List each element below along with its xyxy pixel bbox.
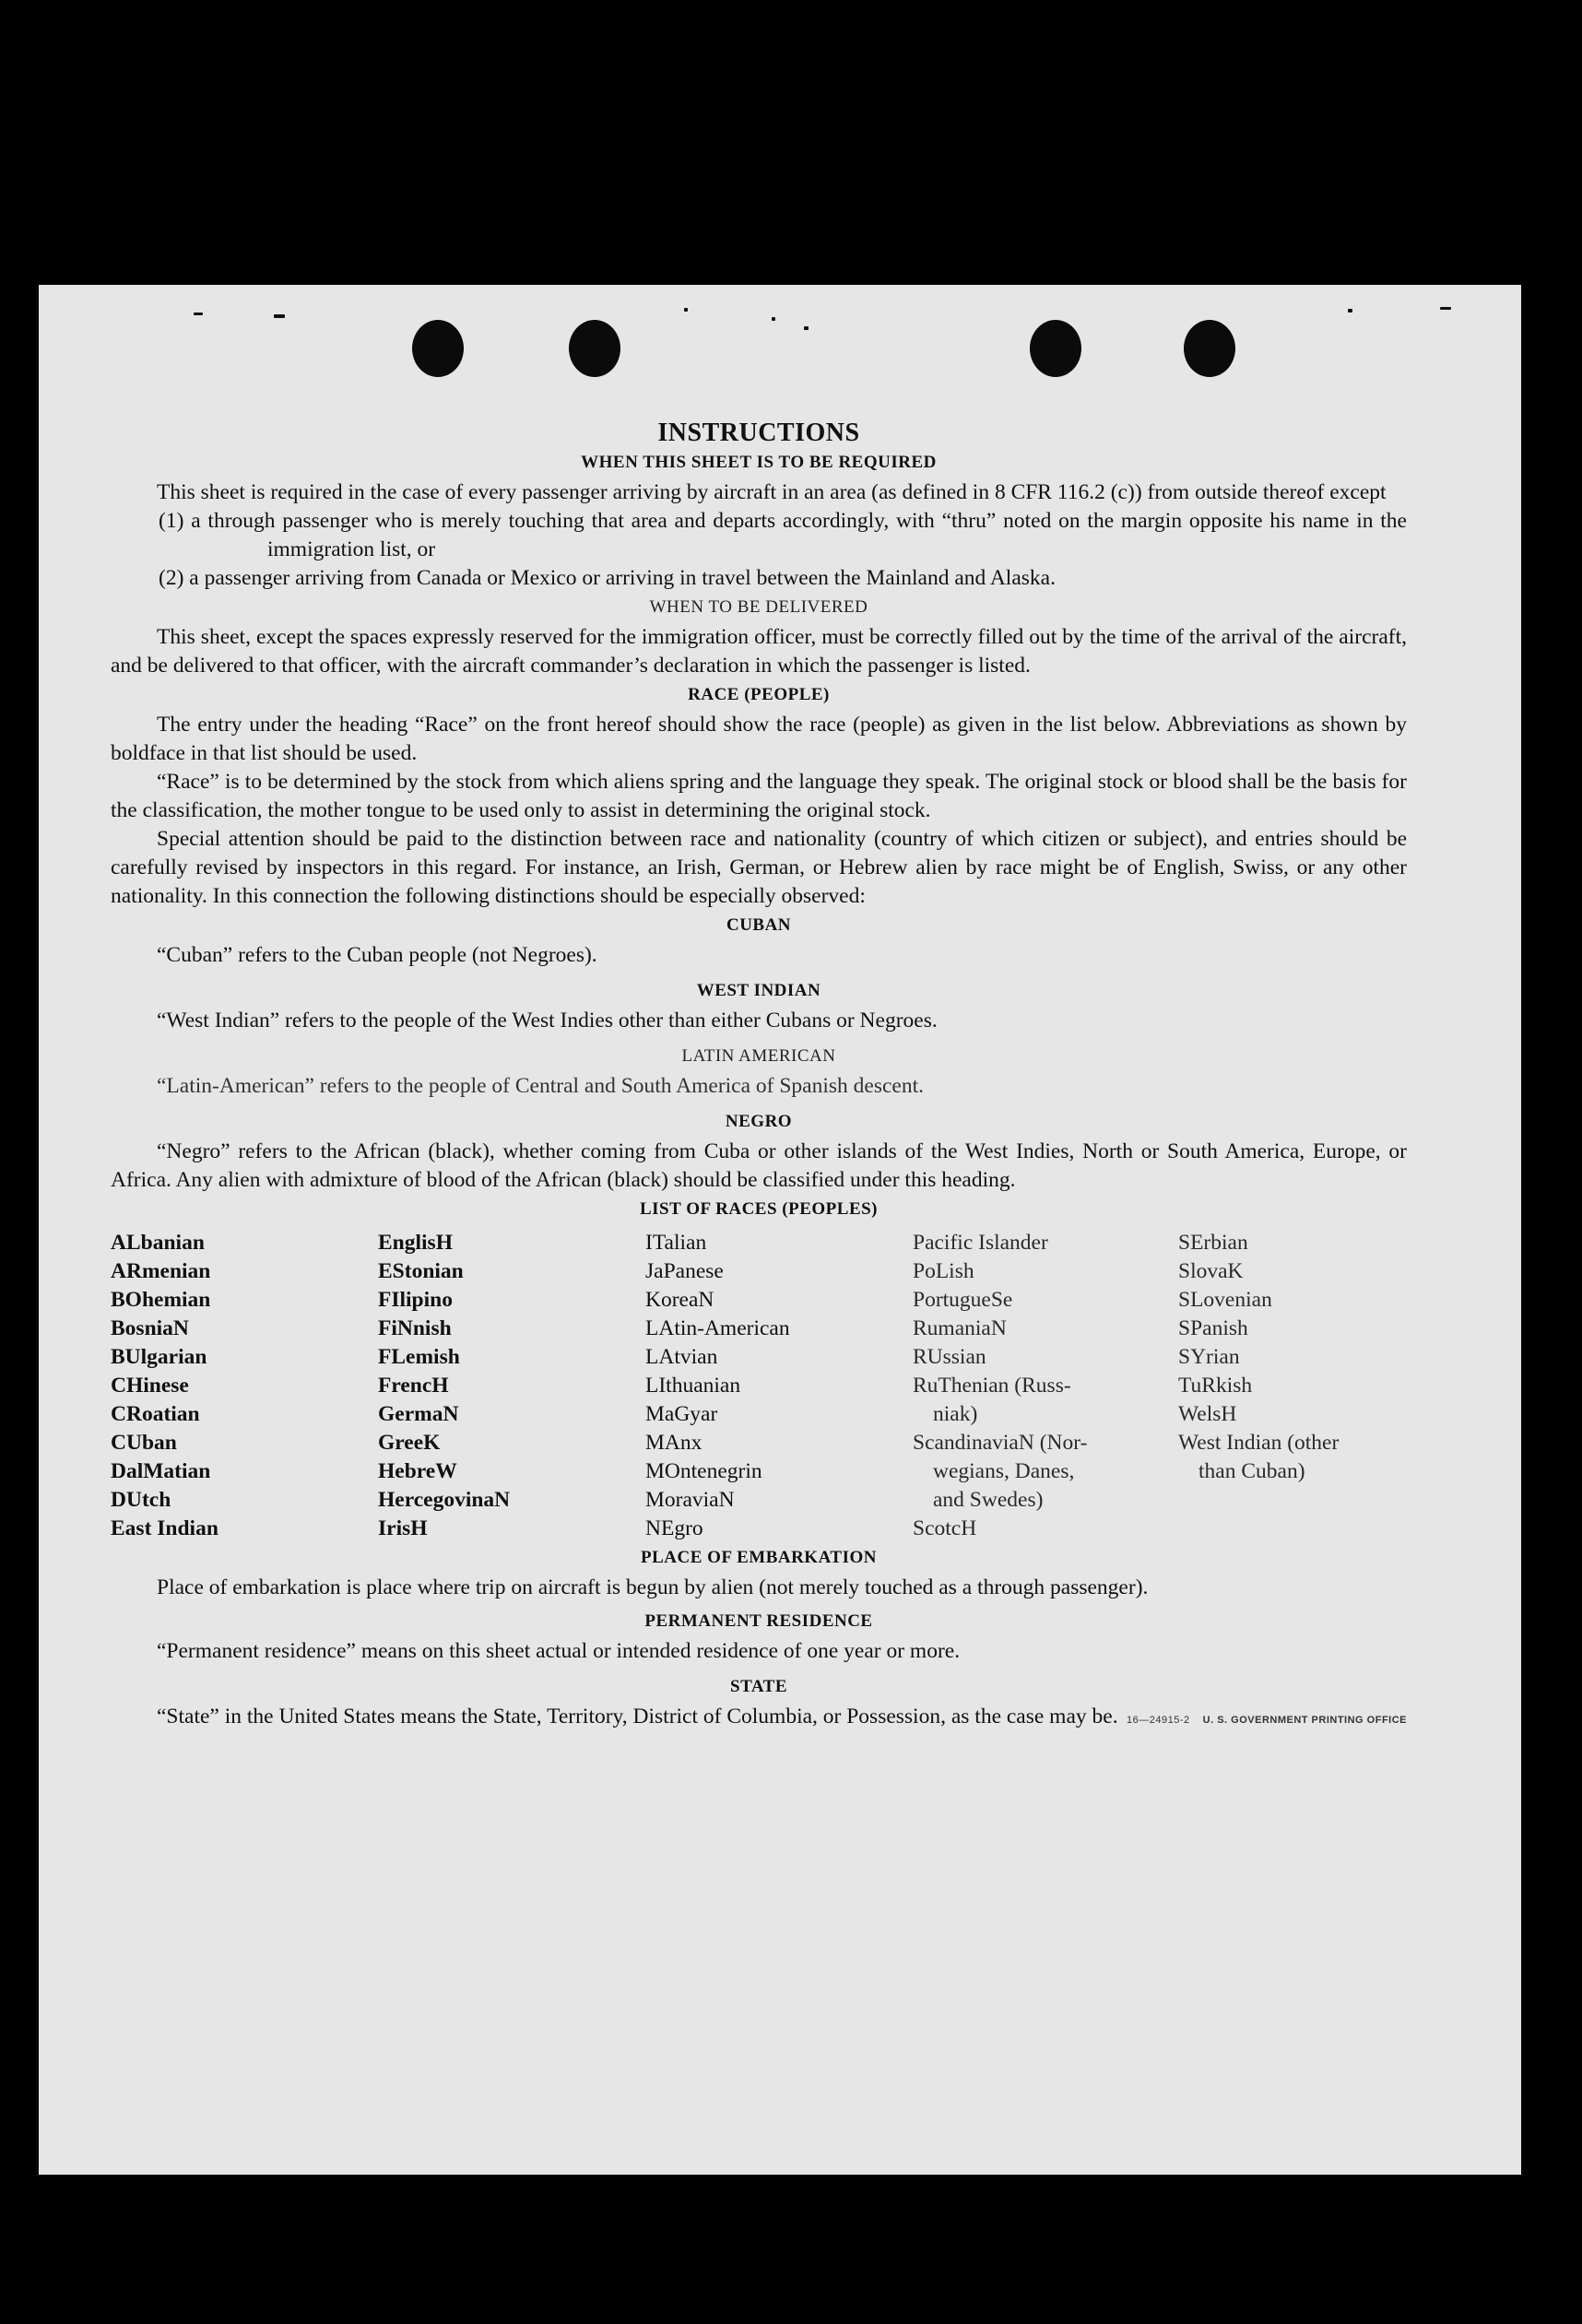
speck (274, 314, 285, 318)
instructions-content (111, 419, 1407, 1731)
section-heading: RACE (PEOPLE) (688, 685, 830, 704)
race-entry: SPanish (1178, 1316, 1248, 1340)
race-entry: FiNnish (378, 1316, 452, 1340)
race-column (378, 1229, 645, 1543)
paragraph: “Race” is to be determined by the stock from which aliens spring and the language they speak. The original stock or blood shall be the basis for the classification, the mother tongue to be used only to assist in determining the original stock. (111, 770, 1407, 822)
punch-hole (1184, 320, 1235, 377)
race-entry: PortugueSe (913, 1288, 1013, 1312)
race-entry: CRoatian (111, 1402, 200, 1426)
race-entry: West Indian (other (1178, 1431, 1340, 1455)
race-entry: FLemish (378, 1345, 460, 1369)
paragraph: “State” in the United States means the State, Territory, District of Columbia, or Possession, as the case may be. (157, 1705, 1118, 1728)
race-entry: TuRkish (1178, 1374, 1253, 1398)
race-entry: MOntenegrin (645, 1459, 762, 1483)
race-entry: RuThenian (Russ- (913, 1374, 1071, 1398)
paragraph: “Latin-American” refers to the people of Central and South America of Spanish descent. (157, 1074, 925, 1098)
race-entry: Pacific Islander (913, 1231, 1048, 1255)
paragraph: “Permanent residence” means on this sheet actual or intended residence of one year or more. (157, 1639, 961, 1663)
list-item: (1) a through passenger who is merely touching that area and departs accordingly, with “thru” noted on the margin opposite his name in the immigration list, or (159, 509, 1407, 561)
race-entry: GermaN (378, 1402, 459, 1426)
race-entry: EStonian (378, 1259, 464, 1283)
paragraph: “West Indian” refers to the people of the West Indies other than either Cubans or Negroes. (157, 1009, 938, 1032)
race-entry: FrencH (378, 1374, 449, 1398)
race-entry: BOhemian (111, 1288, 211, 1312)
race-entry: CHinese (111, 1374, 189, 1398)
paragraph: “Negro” refers to the African (black), whether coming from Cuba or other islands of the West Indies, North or South America, Europe, or Africa. Any alien with admixture of blood of the African (black) should be classified under this heading. (111, 1139, 1407, 1192)
race-entry: ALbanian (111, 1231, 205, 1255)
section-heading: PLACE OF EMBARKATION (641, 1548, 877, 1567)
race-entry: wegians, Danes, (933, 1459, 1075, 1483)
race-entry: East Indian (111, 1516, 218, 1540)
race-entry: than Cuban) (1198, 1459, 1305, 1483)
paragraph: This sheet, except the spaces expressly reserved for the immigration officer, must be correctly filled out by the time of the arrival of the aircraft, and be delivered to that officer, with the aircraft commander’s declaration in which the passenger is listed. (111, 625, 1407, 678)
paragraph: The entry under the heading “Race” on the front hereof should show the race (people) as given in the list below. Abbreviations as shown by boldface in that list should be used. (111, 713, 1407, 765)
race-column (913, 1229, 1178, 1543)
race-entry: RumaniaN (913, 1316, 1007, 1340)
race-column (1178, 1229, 1407, 1543)
race-entry: GreeK (378, 1431, 441, 1455)
section-heading: LATIN AMERICAN (681, 1046, 836, 1066)
race-entry: EnglisH (378, 1231, 453, 1255)
race-column (111, 1229, 378, 1543)
race-entry: SLovenian (1178, 1288, 1272, 1312)
race-entry: BosniaN (111, 1316, 189, 1340)
printer-imprint (1127, 1715, 1407, 1726)
race-entry: MaGyar (645, 1402, 718, 1426)
section-heading: LIST OF RACES (PEOPLES) (639, 1199, 879, 1219)
speck (1440, 307, 1451, 310)
section-heading: STATE (730, 1677, 787, 1696)
section-heading: WHEN THIS SHEET IS TO BE REQUIRED (581, 453, 937, 472)
paragraph: Special attention should be paid to the distinction between race and nationality (country of which citizen or subject), and entries should be carefully revised by inspectors in this regard. For instance, an Irish, German, or Hebrew alien by race might be of English, Swiss, or any other nationality. In this connection the following distinctions should be especially observed: (111, 827, 1407, 908)
race-entry: HercegovinaN (378, 1488, 511, 1512)
race-entry: and Swedes) (933, 1488, 1044, 1512)
race-entry: ScotcH (913, 1516, 977, 1540)
race-entry: ITalian (645, 1231, 707, 1255)
race-entry: ARmenian (111, 1259, 211, 1283)
punch-hole (1030, 320, 1081, 377)
race-entry: LIthuanian (645, 1374, 741, 1398)
speck (1348, 309, 1352, 313)
race-entry: CUban (111, 1431, 177, 1455)
section-heading: CUBAN (726, 915, 792, 935)
section-heading: WHEN TO BE DELIVERED (649, 597, 868, 617)
section-heading: NEGRO (725, 1112, 793, 1131)
race-entry: MAnx (645, 1431, 702, 1455)
race-entry: LAtvian (645, 1345, 718, 1369)
section-heading: WEST INDIAN (696, 981, 821, 1000)
speck (772, 317, 775, 321)
speck (684, 308, 688, 312)
race-entry: RUssian (913, 1345, 986, 1369)
race-entry: MoraviaN (645, 1488, 735, 1512)
document-sheet (39, 285, 1521, 2175)
race-entry: DUtch (111, 1488, 171, 1512)
race-entry: SErbian (1178, 1231, 1248, 1255)
race-entry: HebreW (378, 1459, 457, 1483)
paragraph: This sheet is required in the case of every passenger arriving by aircraft in an area (as defined in 8 CFR 116.2 (c)) from outside thereof except (157, 480, 1387, 504)
race-entry: WelsH (1178, 1402, 1237, 1426)
page-title: INSTRUCTIONS (657, 419, 860, 447)
race-entry: BUlgarian (111, 1345, 207, 1369)
punch-hole (569, 320, 620, 377)
printer-name: U. S. GOVERNMENT PRINTING OFFICE (1202, 1715, 1407, 1726)
race-entry: ScandinaviaN (Nor- (913, 1431, 1088, 1455)
race-entry: SYrian (1178, 1345, 1240, 1369)
race-entry: PoLish (913, 1259, 974, 1283)
race-entry: IrisH (378, 1516, 428, 1540)
section-heading: PERMANENT RESIDENCE (644, 1611, 873, 1631)
race-entry: SlovaK (1178, 1259, 1244, 1283)
race-list (111, 1229, 1407, 1543)
form-number: 16—24915-2 (1127, 1715, 1190, 1726)
paragraph: “Cuban” refers to the Cuban people (not Negroes). (157, 943, 597, 967)
race-entry: LAtin-American (645, 1316, 790, 1340)
race-entry: niak) (933, 1402, 978, 1426)
race-entry: NEgro (645, 1516, 703, 1540)
race-column (645, 1229, 913, 1543)
race-entry: DalMatian (111, 1459, 211, 1483)
punch-hole (412, 320, 464, 377)
speck (194, 313, 203, 315)
race-entry: FIlipino (378, 1288, 453, 1312)
race-entry: JaPanese (645, 1259, 724, 1283)
paragraph: Place of embarkation is place where trip on aircraft is begun by alien (not merely touched as a through passenger). (157, 1575, 1149, 1599)
speck (804, 326, 809, 330)
state-section (111, 1703, 1407, 1731)
list-item: (2) a passenger arriving from Canada or Mexico or arriving in travel between the Mainland and Alaska. (159, 566, 1056, 590)
race-entry: KoreaN (645, 1288, 714, 1312)
